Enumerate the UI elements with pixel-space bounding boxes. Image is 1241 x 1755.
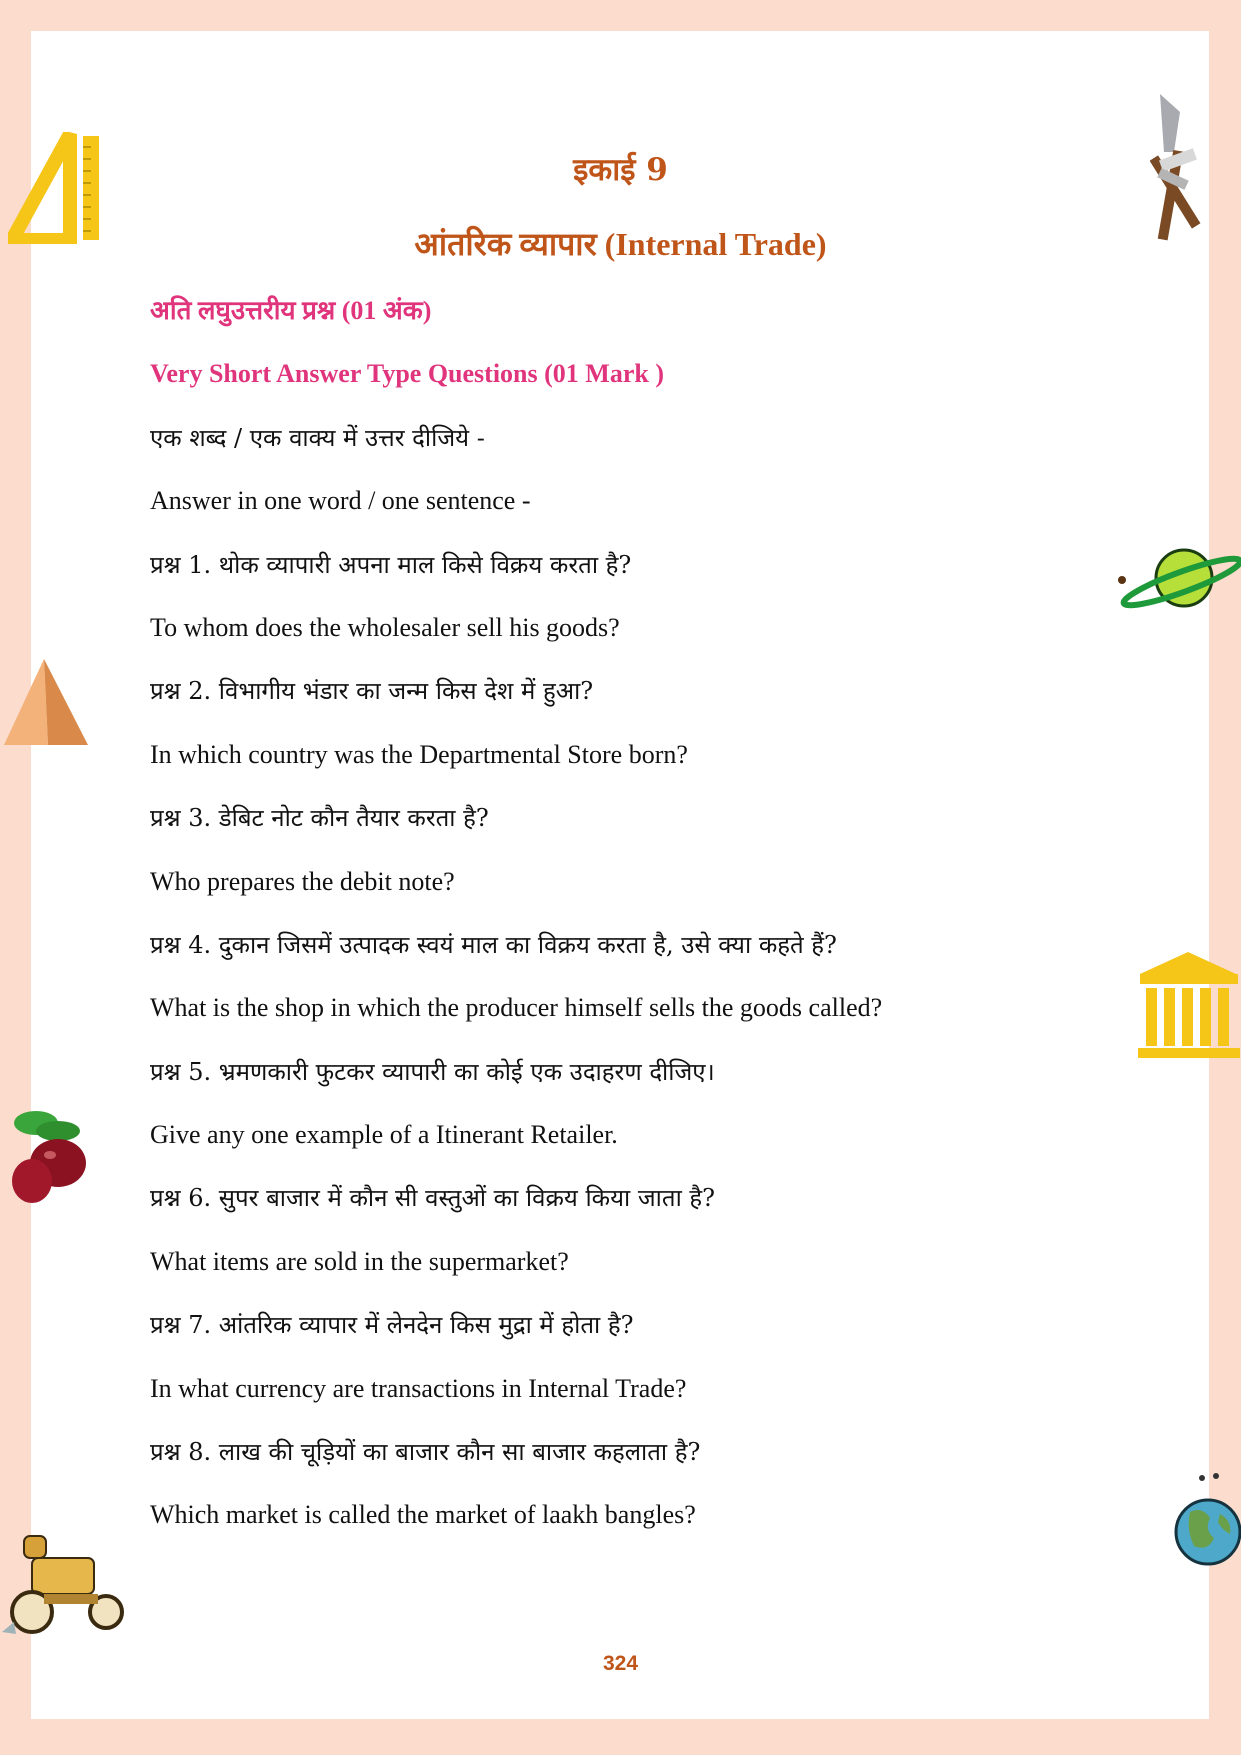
question-4-hindi: प्रश्न 4. दुकान जिसमें उत्पादक स्वयं माल का विक्रय करता है, उसे क्या कहते हैं? — [150, 930, 837, 959]
question-5-hindi: प्रश्न 5. भ्रमणकारी फुटकर व्यापारी का कोई एक उदाहरण दीजिए। — [150, 1057, 715, 1086]
question-3-english: Who prepares the debit note? — [150, 866, 455, 896]
unit-title: इकाई 9 — [573, 152, 668, 188]
vehicle-icon — [2, 1532, 128, 1644]
page-number: 324 — [602, 1652, 639, 1675]
question-6-hindi: प्रश्न 6. सुपर बाजार में कौन सी वस्तुओं का विक्रय किया जाता है? — [150, 1184, 716, 1213]
sword-icon — [1150, 92, 1240, 244]
question-2-hindi: प्रश्न 2. विभागीय भंडार का जन्म किस देश में हुआ? — [150, 677, 594, 706]
pillar-icon — [1136, 950, 1241, 1062]
question-7-english: In what currency are transactions in Internal Trade? — [150, 1373, 687, 1403]
instruction-hindi: एक शब्द / एक वाक्य में उत्तर दीजिये - — [150, 423, 485, 452]
question-5-english: Give any one example of a Itinerant Retailer. — [150, 1120, 618, 1150]
question-8-english: Which market is called the market of laakh bangles? — [150, 1500, 696, 1530]
chapter-title: आंतरिक व्यापार (Internal Trade) — [414, 226, 827, 262]
question-8-hindi: प्रश्न 8. लाख की चूड़ियों का बाजार कौन सा बाजार कहलाता है? — [150, 1438, 701, 1467]
question-1-hindi: प्रश्न 1. थोक व्यापारी अपना माल किसे विक्रय करता है? — [150, 550, 632, 579]
question-3-hindi: प्रश्न 3. डेबिट नोट कौन तैयार करता है? — [150, 804, 489, 833]
question-6-english: What items are sold in the supermarket? — [150, 1246, 569, 1276]
globe-icon — [1168, 1468, 1241, 1572]
question-4-english: What is the shop in which the producer himself sells the goods called? — [150, 993, 883, 1023]
question-2-english: In which country was the Departmental Store born? — [150, 739, 688, 769]
berries-icon — [6, 1105, 90, 1209]
section-heading-english: Very Short Answer Type Questions (01 Mark ) — [150, 359, 664, 389]
pyramid-icon — [2, 657, 90, 749]
planet-icon — [1112, 544, 1241, 612]
section-heading-hindi: अति लघुउत्तरीय प्रश्न (01 अंक) — [150, 296, 432, 325]
question-1-english: To whom does the wholesaler sell his goods? — [150, 612, 620, 642]
ruler-icon — [8, 132, 103, 244]
question-section — [150, 290, 1110, 1558]
question-7-hindi: प्रश्न 7. आंतरिक व्यापार में लेनदेन किस मुद्रा में होता है? — [150, 1311, 634, 1340]
instruction-english: Answer in one word / one sentence - — [150, 486, 531, 516]
